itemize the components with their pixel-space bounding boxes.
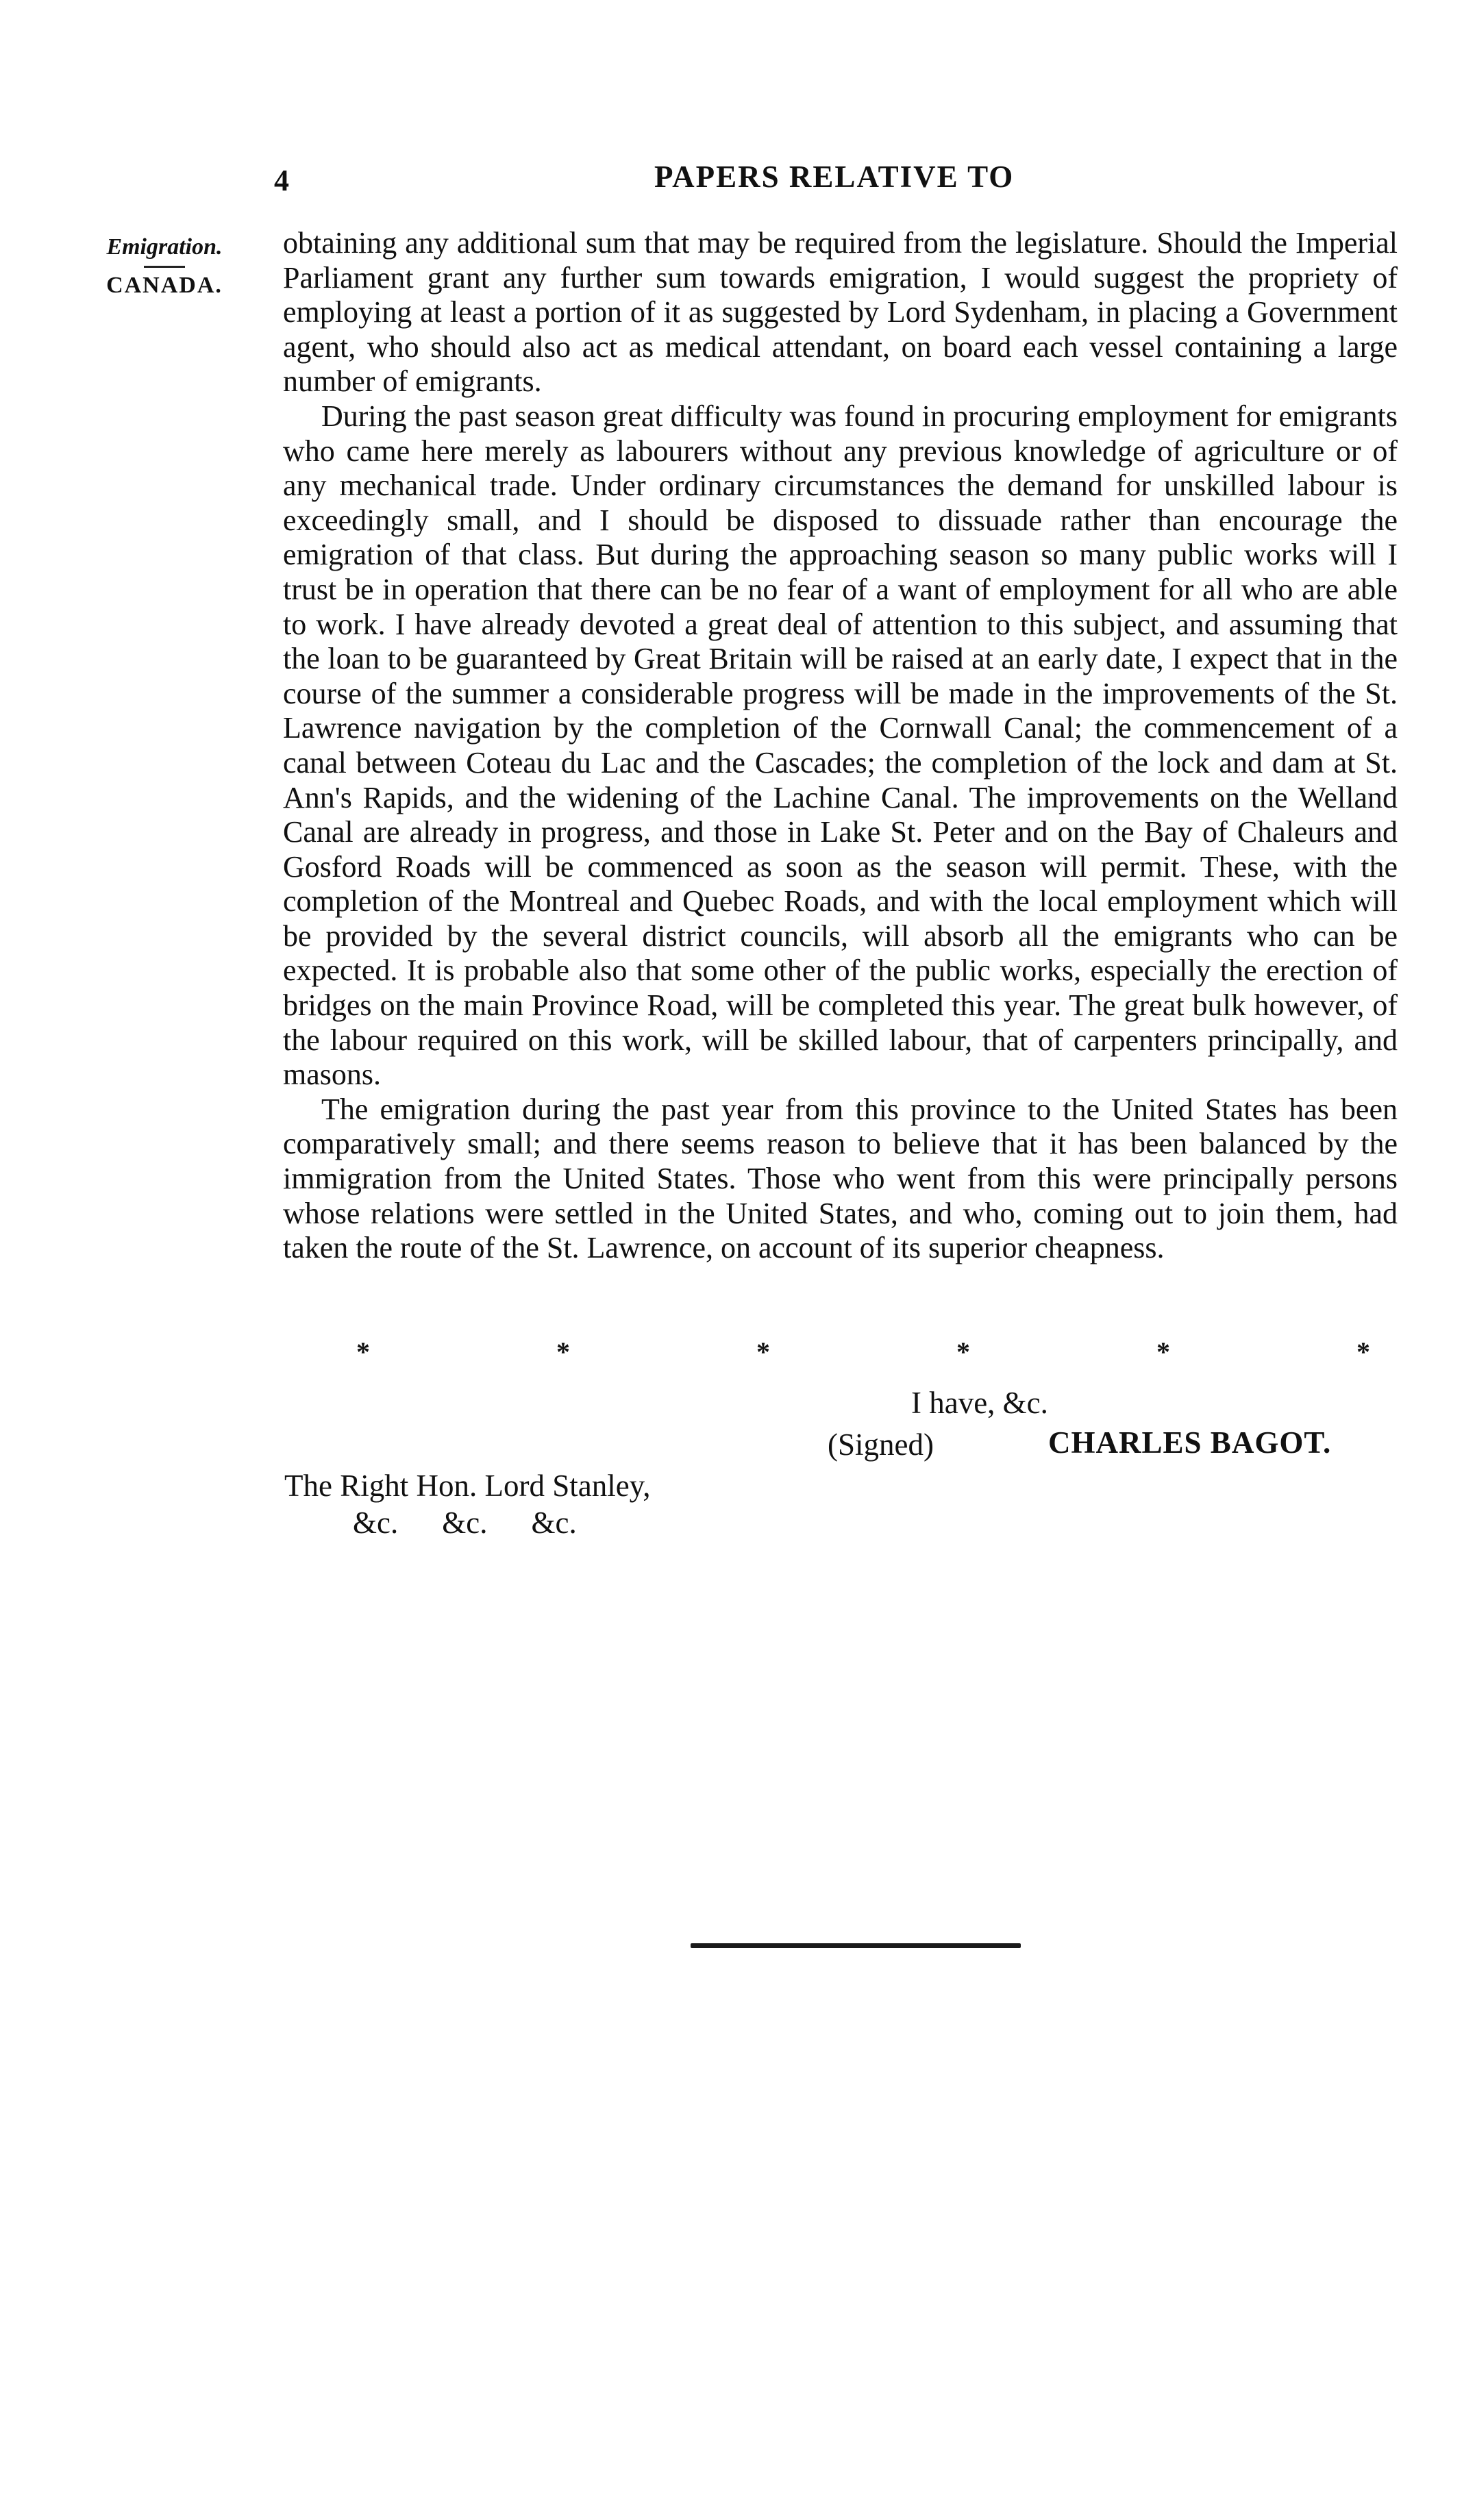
addressee-name: The Right Hon. Lord Stanley, — [284, 1469, 651, 1503]
signed-label: (Signed) — [828, 1427, 934, 1462]
asterisk: * — [356, 1336, 370, 1367]
page-number: 4 — [274, 164, 289, 197]
etc-item: &c. — [353, 1506, 399, 1540]
margin-place: CANADA. — [106, 273, 223, 298]
asterisk: * — [1356, 1336, 1370, 1367]
closing-salutation: I have, &c. — [911, 1386, 1048, 1420]
paragraph-employment: During the past season great difficulty was found in procuring employment for emigrants who came here merely as labourers without any previous knowledge of agriculture or of any mechanical trade. Under ordinary circumstances the demand for unskilled labour is exceedingly small, and I should be disposed to dissuade rather than encourage the emigration of that class. But during the approaching season so many public works will I trust be in operation that there can be no fear of a want of employment for all who are able to work. I have already devoted a great deal of attention to this subject, and assuming that the loan to be guaranteed by Great Britain will be raised at an early date, I expect that in the course of the summer a considerable progress will be made in the improvements of the St. Lawrence navigation by the completion of the Cornwall Canal; the commencement of a canal between Coteau du Lac and the Cascades; the completion of the lock and dam at St. Ann's Rapids, and the widening of the Lachine Canal. The improvements on the Welland Canal are already in progress, and those in Lake St. Peter and on the Bay of Chaleurs and Gosford Roads will be commenced as soon as the season will permit. These, with the completion of the Montreal and Quebec Roads, and with the local employment which will be provided by the several district councils, will absorb all the emigrants who can be expected. It is probable also that some other of the public works, especially the erection of bridges on the main Province Road, will be completed this year. The great bulk however, of the labour required on this work, will be skilled labour, that of carpenters principally, and masons. — [283, 399, 1398, 1092]
asterisk-separator — [356, 1336, 1370, 1368]
asterisk: * — [956, 1336, 970, 1367]
margin-rule — [144, 266, 185, 268]
margin-topic: Emigration. — [106, 234, 223, 260]
running-head: PAPERS RELATIVE TO — [654, 160, 1015, 194]
etc-item: &c. — [531, 1506, 577, 1540]
letter-body — [283, 226, 1398, 1266]
asterisk: * — [556, 1336, 570, 1367]
paragraph-continuation: obtaining any additional sum that may be required from the legislature. Should the Imperial Parliament grant any further sum towards emigration, I would suggest the propriety of employing at least a portion of it as suggested by Lord Sydenham, in placing a Government agent, who should also act as medical attendant, on board each vessel containing a large number of emigrants. — [283, 226, 1398, 399]
asterisk: * — [756, 1336, 770, 1367]
margin-note — [96, 232, 233, 299]
etc-item: &c. — [442, 1506, 488, 1540]
end-rule — [691, 1943, 1021, 1948]
signatory-name: CHARLES BAGOT. — [1048, 1425, 1332, 1460]
addressee-block — [284, 1467, 651, 1541]
addressee-etc — [284, 1504, 651, 1541]
asterisk: * — [1156, 1336, 1170, 1367]
paragraph-emigration-us: The emigration during the past year from this province to the United States has been comparatively small; and there seems reason to believe that it has been balanced by the immigration from the United States. Those who went from this were principally persons whose relations were settled in the United States, and who, coming out to join them, had taken the route of the St. Lawrence, on account of its superior cheapness. — [283, 1092, 1398, 1265]
